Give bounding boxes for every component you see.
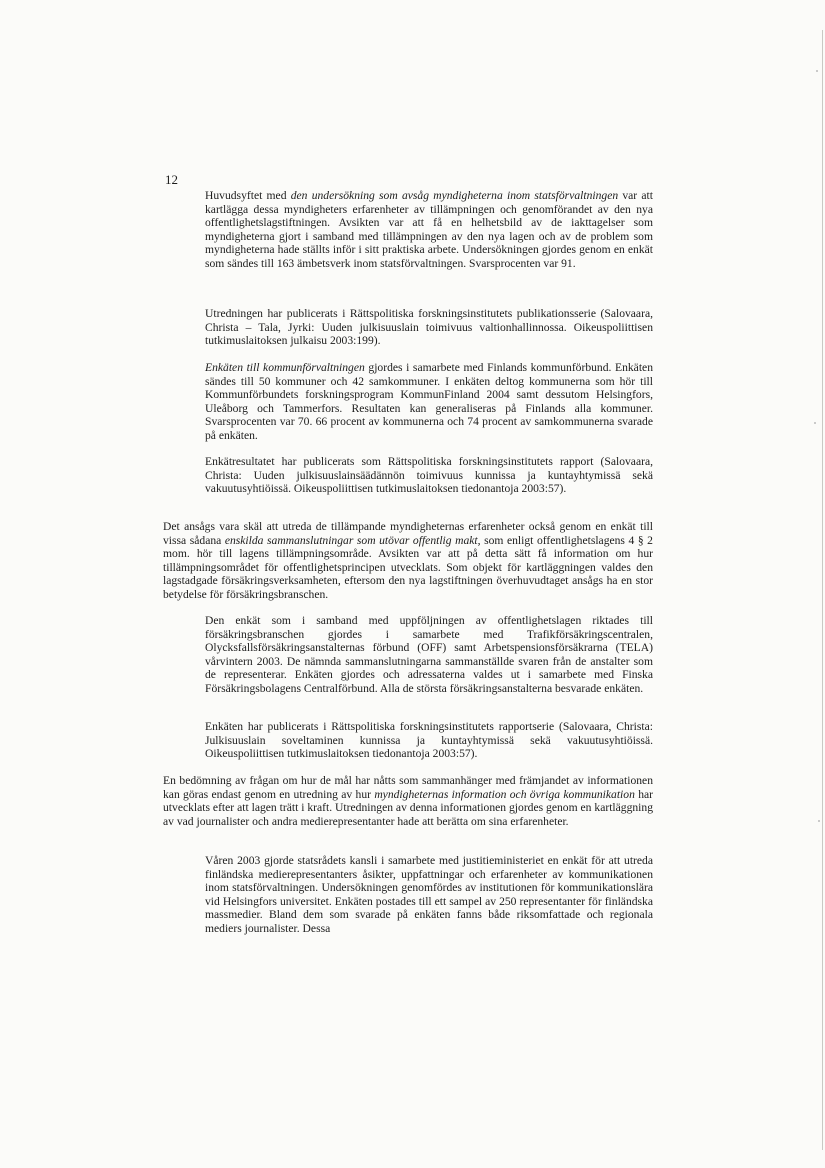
paragraph-text: var att kartlägga dessa myndigheters erfarenheter av tillämpningen och genomförandet av den nya offentlighetslagstiftningen. Avsikten var att få en helhetsbild av de iakttagelser som myndigheterna gjort i samband med tillämpningen av den nya lagen och av de problem som myndigheterna hade ställts inför i sitt praktiska arbete. Undersökningen gjordes genom en enkät som sändes till 163 ämbetsverk inom statsförvaltningen. Svarsprocenten var 91. xyxy=(205,189,653,270)
emphasis-text: Enkäten till kommunförvaltningen xyxy=(205,361,365,374)
paragraph-state-survey xyxy=(205,189,653,271)
paragraph-state-publication: Utredningen har publicerats i Rättspolitiska forskningsinstitutets publikationsserie (Salovaara, Christa – Tala, Jyrki: Uuden julkisuuslain toimivuus valtionhallinnossa. Oikeuspoliittisen tutkimuslaitoksen julkaisu 2003:199). xyxy=(205,307,653,348)
scan-speck xyxy=(816,70,818,72)
paragraph-text: En bedömning av frågan om hur de mål har nåtts som sammanhänger med främjandet av informationen kan göras endast genom en utredning av hur xyxy=(163,774,653,801)
paragraph-insurance-survey: Den enkät som i samband med uppföljningen av offentlighetslagen riktades till försäkringsbranschen gjordes i samarbete med Trafikförsäkringscentralen, Olycksfallsförsäkringsanstalternas förbund (OFF) samt Arbetspensionsförsäkrarna (TELA) vårvintern 2003. De nämnda sammanslutningarna sammanställde svaren från de anstalter som de representerar. Enkäten gjordes och adressaterna valdes ut i samarbete med Finska Försäkringsbolagens Centralförbund. Alla de största försäkringsanstalterna besvarade enkäten. xyxy=(205,614,653,695)
paragraph-text: gjordes i samarbete med Finlands kommunförbund. Enkäten sändes till 50 kommuner och 42 samkommuner. I enkäten deltog kommunerna som hör till Kommunförbundets forskningsprogram KommunFinland 2004 samt dessutom Helsingfors, Uleåborg och Tammerfors. Resultaten kan generaliseras på Finlands alla kommuner. Svarsprocenten var 70. 66 procent av kommunerna och 74 procent av samkommunerna svarade på enkäten. xyxy=(205,361,653,442)
scan-speck xyxy=(814,422,816,424)
paragraph-text: Det ansågs vara skäl att utreda de tillämpande myndigheternas erfarenheter också genom en enkät till vissa sådana xyxy=(163,520,653,547)
paragraph-text: som enligt offentlighetslagens 4 § 2 mom. hör till lagens tillämpningsområde. Avsikten var att på detta sätt få information om hur tillämpningsområdet för offentlighetsprincipen utvecklats. Som objekt för kartläggningen valdes den lagstadgade försäkringsverksamheten, eftersom den nya lagstiftningen överhuvudtaget ansågs ha en stor betydelse för försäkringsbranschen. xyxy=(163,533,653,601)
paragraph-municipal-survey xyxy=(205,361,653,443)
scan-speck xyxy=(818,820,820,822)
emphasis-text: enskilda sammanslutningar som utövar offentlig makt, xyxy=(224,533,481,547)
emphasis-text: myndigheternas information och övriga kommunikation xyxy=(374,787,635,801)
paragraph-text: har utvecklats efter att lagen trätt i kraft. Utredningen av denna informationen gjordes genom en kartläggning av vad journalister och andra medierepresentanter hade att berätta om sina erfarenheter. xyxy=(163,787,653,828)
paragraph-media-survey: Våren 2003 gjorde statsrådets kansli i samarbete med justitieministeriet en enkät för att utreda finländska medierepresentanters åsikter, uppfattningar och erfarenheter av kommunikationen inom statsförvaltningen. Undersökningen genomfördes av institutionen för kommunikationslära vid Helsingfors universitet. Enkäten postades till ett sampel av 250 representanter för finländska massmedier. Bland dem som svarade på enkäten fanns både riksomfattade och regionala mediers journalister. Dessa xyxy=(205,854,653,935)
paragraph-private-bodies xyxy=(163,520,653,602)
paragraph-communication-assessment xyxy=(163,774,653,828)
emphasis-text: den undersökning som avsåg myndigheterna inom statsförvaltningen xyxy=(290,189,619,202)
page-number: 12 xyxy=(165,172,178,187)
paragraph-municipal-publication: Enkätresultatet har publicerats som Rättspolitiska forskningsinstitutets rapport (Salovaara, Christa: Uuden julkisuuslainsäädännön toimivuus kunnissa ja kuntayhtymissä sekä vakuutusyhtiöissä. Oikeuspoliittisen tutkimuslaitoksen tiedonantoja 2003:57). xyxy=(205,455,653,496)
paragraph-text: Huvudsyftet med xyxy=(205,189,291,202)
scan-edge-line xyxy=(822,30,823,1150)
paragraph-insurance-publication: Enkäten har publicerats i Rättspolitiska forskningsinstitutets rapportserie (Salovaara, Christa: Julkisuuslain soveltaminen kunnissa ja kuntayhtymissä sekä vakuutusyhtiöissä. Oikeuspoliittisen tutkimuslaitoksen tiedonantoja 2003:57). xyxy=(205,720,653,761)
